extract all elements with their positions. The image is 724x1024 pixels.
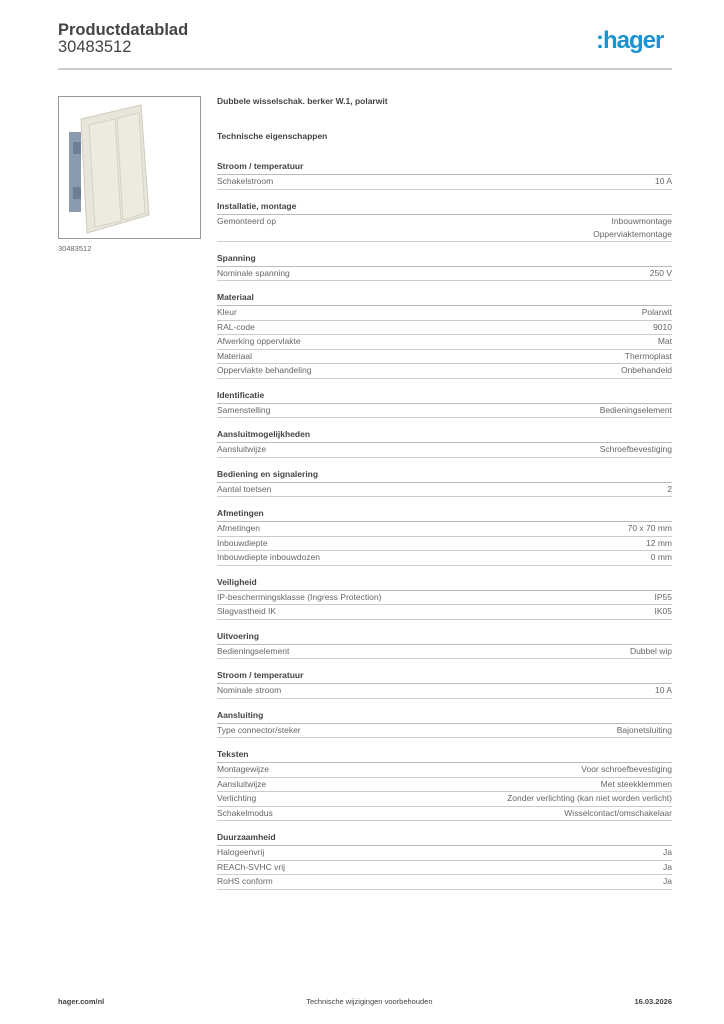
spec-row (217, 792, 672, 807)
spec-section (217, 291, 672, 379)
spec-value: Schroefbevestiging (599, 444, 672, 454)
spec-label: Schakelstroom (217, 176, 274, 186)
spec-label: Montagewijze (217, 764, 269, 774)
spec-value: 250 V (649, 267, 672, 278)
spec-value: Zonder verlichting (kan niet worden verlicht) (507, 793, 672, 803)
product-image (58, 96, 201, 239)
spec-value: Ja (663, 847, 672, 857)
header-divider (58, 68, 672, 70)
spec-row (217, 483, 672, 498)
spec-section (217, 748, 672, 821)
spec-row (217, 778, 672, 793)
spec-label: REACh-SVHC vrij (217, 861, 286, 872)
spec-row (217, 335, 672, 350)
spec-row (217, 267, 672, 282)
spec-label: Kleur (217, 307, 237, 317)
spec-row (217, 175, 672, 190)
spec-row (217, 551, 672, 566)
spec-label: RoHS conform (217, 876, 273, 886)
spec-label: Afmetingen (217, 523, 260, 533)
section-heading: Stroom / temperatuur (217, 160, 672, 175)
spec-row (217, 684, 672, 699)
spec-row (217, 591, 672, 606)
spec-label: Afwerking oppervlakte (217, 336, 301, 346)
footer (58, 997, 672, 1006)
footer-website[interactable]: hager.com/nl (58, 997, 105, 1006)
spec-value: Bedieningselement (599, 404, 672, 415)
spec-label: Samenstelling (217, 404, 271, 415)
footer-date: 16.03.2026 (634, 997, 672, 1006)
spec-value: Thermoplast (624, 350, 672, 361)
spec-value: 12 mm (646, 537, 672, 548)
spec-label: Inbouwdiepte (217, 537, 268, 548)
spec-label: Nominale spanning (217, 267, 290, 278)
spec-label: Halogeenvrij (217, 847, 265, 857)
spec-label: Gemonteerd op (217, 215, 277, 226)
spec-section (217, 389, 672, 419)
hager-logo: :hager (596, 27, 664, 54)
spec-row (217, 215, 672, 242)
spec-row (217, 306, 672, 321)
section-heading: Spanning (217, 252, 672, 267)
spec-value: Ja (663, 861, 672, 872)
spec-row (217, 443, 672, 458)
spec-label: Aantal toetsen (217, 483, 272, 494)
section-heading: Veiligheid (217, 576, 672, 591)
spec-label: Type connector/steker (217, 724, 301, 735)
spec-row (217, 537, 672, 552)
section-heading: Identificatie (217, 389, 672, 404)
spec-section (217, 468, 672, 498)
section-heading: Bediening en signalering (217, 468, 672, 483)
spec-value: Bajonetsluiting (616, 724, 672, 735)
spec-value: Onbehandeld (620, 365, 672, 375)
spec-row (217, 350, 672, 365)
spec-row (217, 364, 672, 379)
section-heading: Afmetingen (217, 507, 672, 522)
spec-value: IK05 (654, 606, 672, 616)
spec-section (217, 428, 672, 458)
spec-value: 10 A (654, 685, 672, 695)
section-heading: Uitvoering (217, 630, 672, 645)
product-description: Dubbele wisselschak. berker W.1, polarwit (217, 96, 388, 106)
spec-row (217, 724, 672, 739)
spec-label: Slagvastheid IK (217, 606, 277, 616)
spec-value: Wisselcontact/omschakelaar (564, 807, 672, 818)
spec-value: 10 A (654, 176, 672, 186)
spec-section (217, 507, 672, 566)
spec-value: 0 mm (650, 552, 672, 562)
tech-heading: Technische eigenschappen (217, 131, 328, 141)
spec-label: Inbouwdiepte inbouwdozen (217, 552, 321, 562)
spec-value: Dubbel wip (629, 645, 672, 656)
section-heading: Duurzaamheid (217, 831, 672, 846)
spec-row (217, 861, 672, 876)
spec-value: IP55 (654, 591, 672, 602)
spec-value: 2 (667, 483, 672, 494)
spec-label: Nominale stroom (217, 685, 282, 695)
spec-section (217, 160, 672, 190)
spec-label: Verlichting (217, 793, 257, 803)
spec-row (217, 522, 672, 537)
spec-row (217, 763, 672, 778)
page-title: Productdatablad (58, 21, 189, 39)
spec-section (217, 831, 672, 890)
spec-row (217, 846, 672, 861)
spec-section (217, 669, 672, 699)
section-heading: Aansluiting (217, 709, 672, 724)
spec-value: Inbouwmontage Opperviaktemontage (593, 215, 672, 239)
spec-value: Voor schroefbevestiging (581, 764, 672, 774)
spec-label: Oppervlakte behandeling (217, 365, 312, 375)
spec-row (217, 605, 672, 620)
section-heading: Stroom / temperatuur (217, 669, 672, 684)
spec-section (217, 200, 672, 242)
spec-value: Polarwit (641, 307, 672, 317)
spec-section (217, 576, 672, 620)
spec-label: Bedieningselement (217, 645, 290, 656)
spec-label: RAL-code (217, 321, 255, 332)
footer-disclaimer: Technische wijzigingen voorbehouden (306, 997, 433, 1006)
spec-row (217, 807, 672, 822)
spec-row (217, 645, 672, 660)
spec-label: Schakelmodus (217, 807, 273, 818)
spec-value: 9010 (653, 321, 672, 332)
section-heading: Aansluitmogelijkheden (217, 428, 672, 443)
spec-content (217, 96, 672, 900)
section-heading: Materiaal (217, 291, 672, 306)
spec-section (217, 630, 672, 660)
spec-value: Mat (657, 336, 672, 346)
section-heading: Installatie, montage (217, 200, 672, 215)
spec-label: IP-beschermingsklasse (Ingress Protection) (217, 591, 382, 602)
spec-value: Met steekklemmen (600, 778, 672, 789)
spec-value: Ja (663, 876, 672, 886)
spec-label: Aansluitwijze (217, 778, 267, 789)
spec-row (217, 321, 672, 336)
spec-row (217, 875, 672, 890)
image-caption: 30483512 (58, 244, 92, 253)
spec-value: 70 x 70 mm (627, 523, 672, 533)
spec-label: Materiaal (217, 350, 252, 361)
spec-row (217, 404, 672, 419)
spec-label: Aansluitwijze (217, 444, 267, 454)
product-number: 30483512 (58, 38, 132, 56)
spec-section (217, 252, 672, 282)
spec-section (217, 709, 672, 739)
section-heading: Teksten (217, 748, 672, 763)
